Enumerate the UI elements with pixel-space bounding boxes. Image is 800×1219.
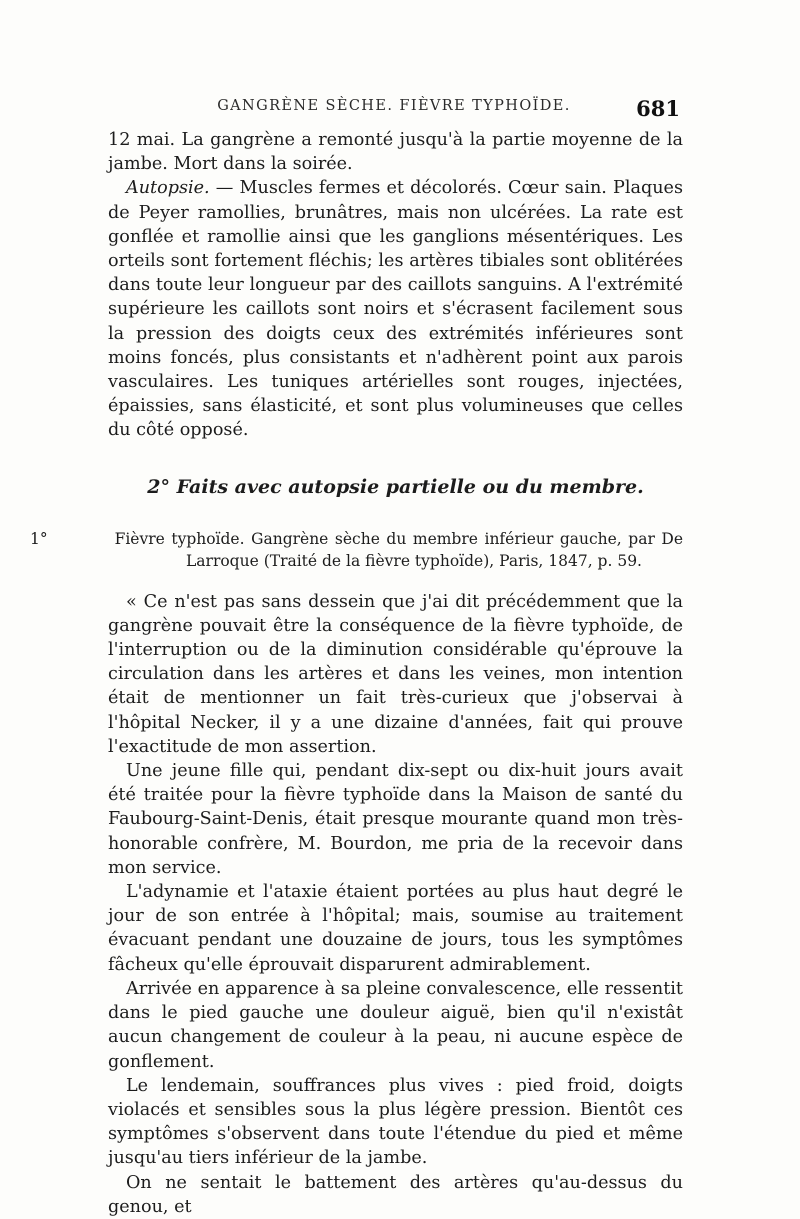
page-number: 681	[636, 96, 680, 121]
paragraph-text: — Muscles fermes et décolorés. Cœur sain. Plaques de Peyer ramollies, brunâtres, mais non ulcérées. La rate est gonflée et ramollie ainsi que les ganglions mésentériques. Les orteils sont fortement fléchis; les artères tibiales sont oblitérées dans toute leur longueur par des caillots sanguins. A l'extrémité supérieure les caillots sont noirs et s'écrasent facilement sous la pression des doigts ceux des extrémités inférieures sont moins foncés, plus consistants et n'adhèrent point aux parois vasculaires. Les tuniques artérielles sont rouges, injectées, épaissies, sans élasticité, et sont plus volumineuses que celles du côté opposé.	[108, 178, 683, 441]
section-heading: 2° Faits avec autopsie partielle ou du membre.	[147, 475, 644, 498]
paragraph	[108, 176, 683, 442]
paragraph: Le lendemain, souffrances plus vives : pied froid, doigts violacés et sensibles sous la plus légère pression. Bientôt ces symptômes s'observent dans toute l'étendue du pied et même jusqu'au tiers inférieur de la jambe.	[108, 1075, 683, 1169]
case-title: 1° Fièvre typhoïde. Gangrène sèche du membre inférieur gauche, par De Larroque (Traité de la fièvre typhoïde), Paris, 1847, p. 59.	[30, 529, 683, 570]
paragraph: On ne sentait le battement des artères qu'au-dessus du genou, et	[108, 1172, 683, 1217]
running-title: GANGRÈNE SÈCHE. FIÈVRE TYPHOÏDE.	[217, 98, 571, 114]
lead-italic: Autopsie.	[126, 178, 210, 199]
page-header	[108, 96, 680, 120]
page-body	[30, 128, 683, 1219]
paragraph: Arrivée en apparence à sa pleine convalescence, elle ressentit dans le pied gauche une douleur aiguë, bien qu'il n'existât aucun changement de couleur à la peau, ni aucune espèce de gonflement.	[108, 978, 683, 1072]
paragraph: « Ce n'est pas sans dessein que j'ai dit précédemment que la gangrène pouvait être la conséquence de la fièvre typhoïde, de l'interruption ou de la diminution considérable qu'éprouve la circulation dans les artères et dans les veines, mon intention était de mentionner un fait très-curieux que j'observai à l'hôpital Necker, il y a une dizaine d'années, fait qui prouve l'exactitude de mon assertion.	[108, 591, 683, 757]
paragraph: L'adynamie et l'ataxie étaient portées au plus haut degré le jour de son entrée à l'hôpital; mais, soumise au traitement évacuant pendant une douzaine de jours, tous les symptômes fâcheux qu'elle éprouvait disparurent admirablement.	[108, 882, 683, 975]
case-title-text: Fièvre typhoïde. Gangrène sèche du membre inférieur gauche, par De Larroque (Traité de la fièvre typhoïde), Paris, 1847, p. 59.	[114, 529, 683, 570]
paragraph: 12 mai. La gangrène a remonté jusqu'à la partie moyenne de la jambe. Mort dans la soirée.	[108, 130, 683, 175]
paragraph: Une jeune fille qui, pendant dix-sept ou dix-huit jours avait été traitée pour la fièvre typhoïde dans la Maison de santé du Faubourg-Saint-Denis, était presque mourante quand mon très-honorable confrère, M. Bourdon, me pria de la recevoir dans mon service.	[108, 761, 683, 878]
